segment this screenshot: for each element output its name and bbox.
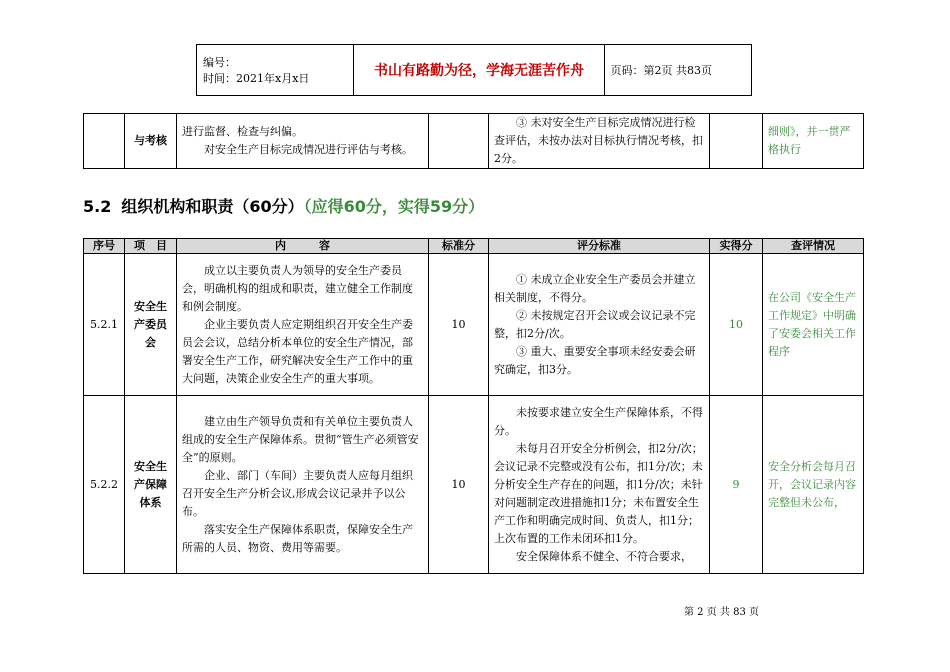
cont-content-cell (177, 114, 429, 169)
cont-criteria-cell: ③ 未对安全生产目标完成情况进行检查评估，未按办法对目标执行情况考核，扣2分。 (489, 114, 710, 169)
cont-score-cell (710, 114, 763, 169)
evaluation-table (83, 238, 864, 574)
page-footer: 第 2 页 共 83 页 (684, 607, 759, 618)
section-title: 组织机构和职责（60分） (121, 197, 304, 216)
row-content (177, 396, 429, 574)
row-no: 5.2.2 (84, 396, 125, 574)
row-no: 5.2.1 (84, 254, 125, 396)
cont-content-line: 进行监督、检查与纠偏。 (182, 125, 303, 138)
criteria-paragraph: ② 未按规定召开会议或会议记录不完整，扣2分/次。 (494, 308, 696, 340)
row-content (177, 254, 429, 396)
cont-item-cell: 与考核 (125, 114, 177, 169)
continuation-table (83, 113, 864, 169)
row-score: 10 (710, 254, 763, 396)
table-row (84, 254, 864, 396)
row-std: 10 (429, 254, 489, 396)
col-header-criteria: 评分标准 (489, 239, 710, 254)
cont-review-cell: 细则》，并一贯严格执行 (763, 114, 864, 169)
cont-std-cell (429, 114, 489, 169)
row-review: 在公司《安全生产工作规定》中明确了安委会相关工作程序 (763, 254, 864, 396)
section-number: 5.2 (83, 197, 112, 216)
criteria-paragraph: ① 未成立企业安全生产委员会并建立相关制度，不得分。 (494, 272, 696, 304)
content-paragraph: 企业、部门（车间）主要负责人应每月组织召开安全生产分析会议,形成会议记录并予以公布。 (182, 468, 413, 518)
cont-no-cell (84, 114, 125, 169)
row-item: 安全生产保障体系 (125, 396, 177, 574)
col-header-std: 标准分 (429, 239, 489, 254)
serial-label: 编号： (203, 56, 236, 69)
row-criteria (489, 396, 710, 574)
motto-text: 书山有路勤为径，学海无涯苦作舟 (354, 45, 604, 96)
content-paragraph: 企业主要负责人应定期组织召开安全生产委员会会议，总结分析本单位的安全生产情况，部署安全生产工作，研究解决安全生产工作中的重大问题，决策企业安全生产的重大事项。 (182, 317, 413, 385)
content-paragraph: 落实安全生产保障体系职责，保障安全生产所需的人员、物资、费用等需要。 (182, 522, 413, 554)
section-score: （应得60分，实得59分） (303, 197, 485, 216)
col-header-item: 项 目 (125, 239, 177, 254)
table-row (84, 396, 864, 574)
criteria-paragraph: 未按要求建立安全生产保障体系，不得分。 (494, 405, 703, 437)
col-header-no: 序号 (84, 239, 125, 254)
col-header-score: 实得分 (710, 239, 763, 254)
row-std: 10 (429, 396, 489, 574)
col-header-review: 查评情况 (763, 239, 864, 254)
row-score: 9 (710, 396, 763, 574)
row-criteria (489, 254, 710, 396)
content-paragraph: 成立以主要负责人为领导的安全生产委员会，明确机构的组成和职责，建立健全工作制度和例会制度。 (182, 263, 413, 313)
row-review: 安全分析会每月召开，会议记录内容完整但未公布， (763, 396, 864, 574)
content-paragraph: 建立由生产领导负责和有关单位主要负责人组成的安全生产保障体系。贯彻“管生产必须管安全”的原则。 (182, 414, 419, 464)
criteria-paragraph: 未每月召开安全分析例会，扣2分/次；会议记录不完整或没有公布，扣1分/次；未分析安全生产存在的问题，扣1分/次；未针对问题制定改进措施扣1分；未布置安全生产工作和明确完成时间、负责人，扣1分；上次布置的工作未闭环扣1分。 (494, 441, 703, 545)
page-info: 页码：第2页 共83页 (604, 45, 751, 96)
cont-content-line: 对安全生产目标完成情况进行评估与考核。 (204, 143, 413, 156)
col-header-content: 内 容 (177, 239, 429, 254)
header-meta (197, 45, 354, 96)
table-header-row (84, 239, 864, 254)
criteria-paragraph: 安全保障体系不健全、不符合要求， (516, 549, 692, 563)
criteria-paragraph: ③ 重大、重要安全事项未经安委会研究确定，扣3分。 (494, 344, 696, 376)
date-label: 时间：2021年x月x日 (203, 72, 310, 85)
page-header (196, 44, 752, 96)
row-item: 安全生产委员会 (125, 254, 177, 396)
section-heading (83, 194, 484, 217)
